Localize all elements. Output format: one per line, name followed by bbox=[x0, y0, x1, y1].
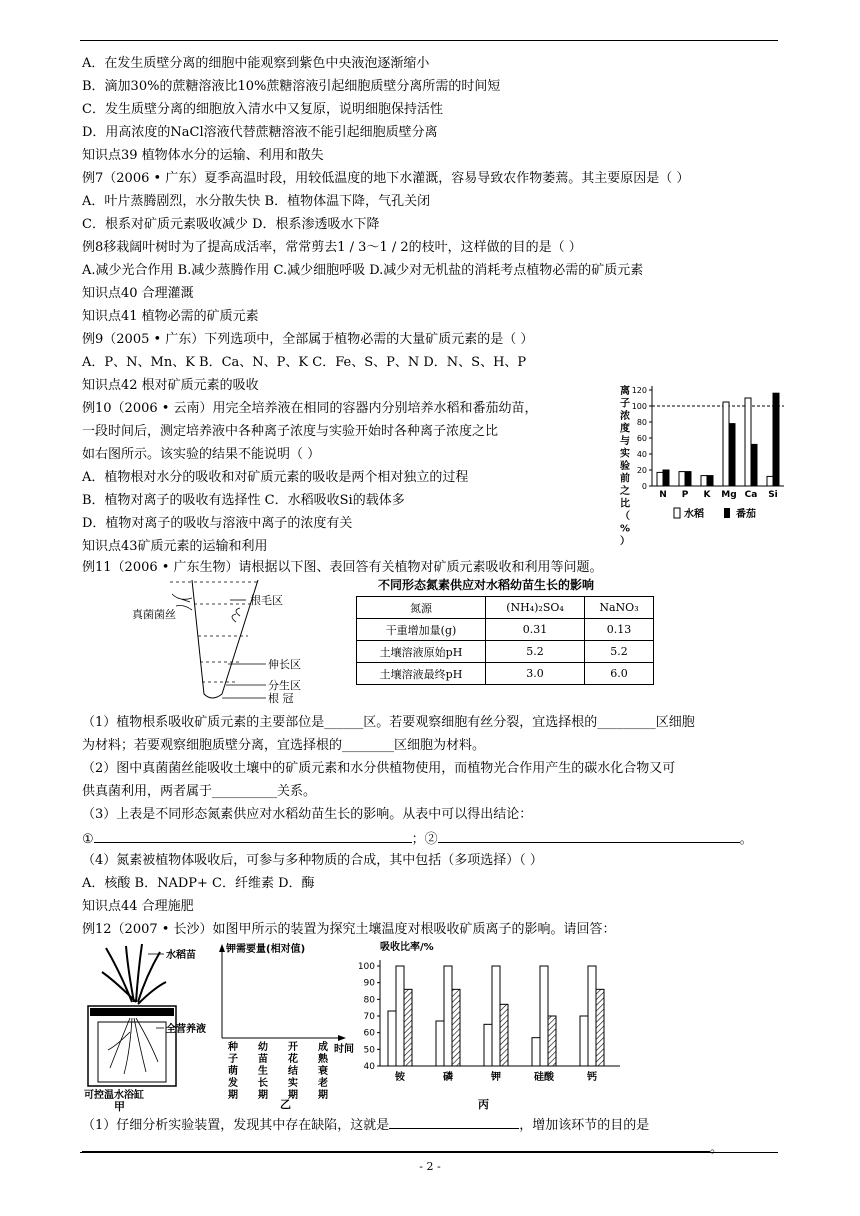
abs-bar bbox=[452, 989, 460, 1066]
k-category-char: 萌 bbox=[228, 1066, 238, 1077]
k-category-char: 结 bbox=[288, 1066, 298, 1077]
text-line-l11: 知识点40 合理灌溉 bbox=[82, 286, 194, 301]
ion-bar-rice bbox=[701, 476, 707, 486]
label-root-hair-zone: 根毛区 bbox=[250, 594, 283, 607]
ion-category-label: Mg bbox=[721, 490, 737, 500]
ion-bar-tomato bbox=[685, 472, 691, 486]
ion-ylabel-char: ） bbox=[620, 536, 630, 547]
q12-part1-continued bbox=[82, 1139, 723, 1157]
table-cell: 土壤溶液最终pH bbox=[357, 663, 486, 685]
label-nutrient-solution: 全营养液 bbox=[166, 1024, 206, 1035]
table-cell: 0.13 bbox=[585, 619, 654, 641]
ion-y-tick-label: 0 bbox=[641, 482, 647, 491]
ion-ylabel-char: 实 bbox=[620, 448, 630, 460]
text-line-l10: A.减少光合作用 B.减少蒸腾作用 C.减少细胞呼吸 D.减少对无机盐的消耗考点植物必需的矿质元素 bbox=[82, 263, 644, 278]
answer-blank-3[interactable] bbox=[389, 1116, 519, 1129]
k-category-char: 花 bbox=[288, 1054, 298, 1065]
ion-ylabel-char: 之 bbox=[620, 486, 630, 497]
k-category-char: 实 bbox=[288, 1078, 298, 1089]
header-rule bbox=[80, 40, 778, 41]
label-water-bath: 可控温水浴缸 bbox=[84, 1090, 144, 1101]
abs-bar bbox=[484, 1024, 492, 1066]
blank-end: 。 bbox=[739, 832, 753, 847]
table-cell: 干重增加量(g) bbox=[357, 619, 486, 641]
ion-y-tick-label: 80 bbox=[636, 418, 647, 427]
ion-y-tick-label: 100 bbox=[631, 402, 647, 411]
k-category-char: 长 bbox=[258, 1078, 268, 1089]
label-root-cap: 根 冠 bbox=[268, 692, 294, 705]
table-title: 不同形态氮素供应对水稻幼苗生长的影响 bbox=[378, 578, 595, 592]
text-line-l22: 知识点43矿质元素的运输和利用 bbox=[82, 539, 268, 554]
legend-rice-label: 水稻 bbox=[684, 509, 704, 520]
text-line-l15: 知识点42 根对矿质元素的吸收 bbox=[82, 378, 259, 393]
text-line-l26: 为材料；若要观察细胞质壁分离，宜选择根的________区细胞为材料。 bbox=[82, 738, 486, 753]
text-line-l3: C．发生质壁分离的细胞放入清水中又复原，说明细胞保持活性 bbox=[82, 102, 443, 117]
ion-ylabel-char: 验 bbox=[620, 461, 630, 472]
abs-bar bbox=[444, 966, 452, 1066]
text-line-l21: D．植物对离子的吸收与溶液中离子的浓度有关 bbox=[82, 516, 353, 531]
ion-y-tick-label: 120 bbox=[631, 386, 647, 395]
blank-label-1: ① bbox=[82, 832, 94, 847]
text-line-l12: 知识点41 植物必需的矿质元素 bbox=[82, 309, 259, 324]
ion-ylabel-char: % bbox=[620, 523, 631, 535]
caption-jia: 甲 bbox=[114, 1100, 125, 1113]
k-category-char: 衰 bbox=[318, 1066, 328, 1077]
abs-bar bbox=[436, 1021, 444, 1066]
abs-category-label: 钙 bbox=[587, 1072, 597, 1083]
abs-category-label: 磷 bbox=[443, 1072, 453, 1083]
abs-category-label: 钾 bbox=[491, 1072, 501, 1083]
k-x-arrow bbox=[338, 1035, 346, 1041]
ion-category-label: K bbox=[703, 490, 711, 500]
text-line-l27: （2）图中真菌菌丝能吸收土壤中的矿质元素和水分供植物使用，而植物光合作用产生的碳水化合物又可 bbox=[82, 761, 676, 776]
abs-bar bbox=[492, 966, 500, 1066]
table-cell: 土壤溶液原始pH bbox=[357, 641, 486, 663]
label-meristem-zone: 分生区 bbox=[268, 679, 301, 692]
k-category-char: 子 bbox=[228, 1054, 238, 1065]
text-line-l5: 知识点39 植物体水分的运输、利用和散失 bbox=[82, 148, 324, 163]
abs-category-label: 硅酸 bbox=[534, 1072, 554, 1083]
k-category-char: 发 bbox=[228, 1078, 238, 1089]
q11-part3-answers bbox=[82, 830, 753, 848]
abs-bar bbox=[532, 1038, 540, 1066]
abs-bar bbox=[580, 1016, 588, 1066]
text-line-l19: A．植物根对水分的吸收和对矿质元素的吸收是两个相对独立的过程 bbox=[82, 470, 469, 485]
k-category-char: 老 bbox=[318, 1078, 328, 1089]
nitrogen-table bbox=[356, 596, 654, 685]
k-category-char: 开 bbox=[288, 1042, 298, 1053]
q12-part1-text-b: ，增加该环节的目的是 bbox=[519, 1118, 650, 1133]
table-header-cell: (NH₄)₂SO₄ bbox=[486, 597, 585, 619]
text-line-l18: 如右图所示。该实验的结果不能说明（ ） bbox=[82, 447, 321, 462]
absorption-rate-chart bbox=[352, 938, 628, 1112]
ion-bar-tomato bbox=[729, 424, 735, 486]
abs-y-tick-label: 40 bbox=[363, 1062, 375, 1072]
q12-end: 。 bbox=[710, 1141, 724, 1156]
table-row bbox=[357, 619, 654, 641]
text-line-l1: A．在发生质壁分离的细胞中能观察到紫色中央液泡逐渐缩小 bbox=[82, 56, 430, 71]
ion-bar-tomato bbox=[663, 470, 669, 486]
ion-ylabel-char: 度 bbox=[620, 423, 630, 435]
ion-ratio-chart bbox=[612, 380, 794, 547]
abs-y-tick-label: 60 bbox=[363, 1028, 375, 1039]
answer-blank-4[interactable] bbox=[82, 1139, 710, 1152]
k-category-char: 苗 bbox=[258, 1054, 268, 1065]
q12-part1 bbox=[82, 1116, 649, 1134]
legend-rice-swatch bbox=[674, 508, 680, 518]
table-header-row bbox=[357, 597, 654, 619]
table-row bbox=[357, 663, 654, 685]
text-line-l13: 例9（2005 • 广东）下列选项中，全部属于植物必需的大量矿质元素的是（ ） bbox=[82, 332, 534, 347]
table-cell: 3.0 bbox=[486, 663, 585, 685]
text-line-l7: A．叶片蒸腾剧烈，水分散失快 B．植物体温下降，气孔关闭 bbox=[82, 194, 431, 209]
apparatus-diagram bbox=[80, 942, 220, 1104]
ion-ylabel-char: 浓 bbox=[620, 411, 630, 422]
abs-y-tick-label: 100 bbox=[357, 962, 375, 972]
potassium-need-chart bbox=[208, 938, 362, 1112]
table-cell: 0.31 bbox=[486, 619, 585, 641]
q12-part1-text-a: （1）仔细分析实验装置，发现其中存在缺陷，这就是 bbox=[82, 1118, 390, 1133]
k-category-char: 期 bbox=[228, 1090, 238, 1101]
k-xlabel: 时间 bbox=[334, 1044, 354, 1055]
abs-y-tick-label: 70 bbox=[363, 1012, 375, 1022]
ion-ylabel-char: 比 bbox=[620, 498, 630, 510]
ion-bar-rice bbox=[767, 476, 773, 486]
text-line-l9: 例8移栽阔叶树时为了提高成活率，常常剪去1 / 3～1 / 2的枝叶，这样做的目的是（ ） bbox=[82, 240, 582, 255]
k-y-arrow bbox=[219, 944, 225, 952]
answer-blank-2[interactable] bbox=[438, 830, 740, 843]
abs-bar bbox=[396, 966, 404, 1066]
abs-bar bbox=[588, 966, 596, 1066]
page-number: - 2 - bbox=[419, 1160, 441, 1173]
text-line-l16: 例10（2006 • 云南）用完全培养液在相同的容器内分别培养水稻和番茄幼苗， bbox=[82, 401, 538, 416]
label-rice-seedling: 水稻苗 bbox=[166, 950, 196, 961]
text-line-l31: （4）氮素被植物体吸收后，可参与多种物质的合成，其中包括（多项选择）（ ） bbox=[82, 853, 543, 868]
abs-y-tick-label: 80 bbox=[363, 995, 375, 1006]
k-ylabel: 钾需要量(相对值) bbox=[226, 944, 306, 955]
text-line-l6: 例7（2006 • 广东）夏季高温时段，用较低温度的地下水灌溉，容易导致农作物萎蔫。其主要原因是（ ） bbox=[82, 171, 690, 186]
ion-y-tick-label: 20 bbox=[636, 466, 647, 475]
abs-bar bbox=[404, 989, 412, 1066]
k-category-char: 期 bbox=[258, 1090, 268, 1101]
abs-bar bbox=[388, 1011, 396, 1066]
text-line-l2: B．滴加30%的蔗糖溶液比10%蔗糖溶液引起细胞质壁分离所需的时间短 bbox=[82, 79, 501, 94]
abs-bar bbox=[540, 966, 548, 1066]
ion-ylabel-char: 离 bbox=[620, 386, 630, 397]
abs-bar bbox=[548, 1016, 556, 1066]
label-elongation-zone: 伸长区 bbox=[268, 658, 301, 671]
k-category-char: 成 bbox=[318, 1042, 328, 1053]
table-header-cell: NaNO₃ bbox=[585, 597, 654, 619]
abs-y-tick-label: 90 bbox=[363, 978, 375, 989]
legend-tomato-swatch bbox=[724, 508, 730, 518]
ion-ylabel-char: （ bbox=[620, 511, 630, 522]
text-line-l17: 一段时间后，测定培养液中各种离子浓度与实验开始时各种离子浓度之比 bbox=[82, 424, 499, 439]
caption-bing: 丙 bbox=[478, 1098, 489, 1111]
text-line-l33: 知识点44 合理施肥 bbox=[82, 899, 194, 914]
legend-tomato-label: 番茄 bbox=[736, 509, 756, 520]
abs-y-tick-label: 50 bbox=[363, 1045, 375, 1056]
ion-bar-rice bbox=[657, 472, 663, 486]
text-line-l29: （3）上表是不同形态氮素供应对水稻幼苗生长的影响。从表中可以得出结论： bbox=[82, 807, 533, 822]
ion-bar-rice bbox=[723, 402, 729, 486]
ion-ylabel-char: 前 bbox=[620, 473, 630, 485]
text-line-l20: B．植物对离子的吸收有选择性 C．水稻吸收Si的载体多 bbox=[82, 493, 405, 508]
ion-category-label: N bbox=[659, 490, 667, 500]
ion-category-label: Si bbox=[768, 490, 778, 500]
k-category-char: 生 bbox=[258, 1066, 268, 1077]
label-fungal-hyphae: 真菌菌丝 bbox=[132, 608, 176, 621]
ion-bar-rice bbox=[745, 398, 751, 486]
k-category-char: 种 bbox=[228, 1042, 238, 1053]
abs-category-label: 铵 bbox=[395, 1072, 405, 1083]
ion-bar-tomato bbox=[773, 393, 779, 486]
k-category-char: 熟 bbox=[318, 1054, 328, 1065]
root-diagram bbox=[132, 574, 312, 712]
blank-label-2: ；② bbox=[411, 832, 438, 847]
ion-category-label: P bbox=[681, 490, 689, 500]
text-line-l8: C．根系对矿质元素吸收减少 D．根系渗透吸水下降 bbox=[82, 217, 380, 232]
k-category-char: 幼 bbox=[258, 1042, 268, 1053]
table-cell: 5.2 bbox=[585, 641, 654, 663]
caption-yi: 乙 bbox=[280, 1098, 291, 1111]
table-cell: 6.0 bbox=[585, 663, 654, 685]
ion-bar-tomato bbox=[751, 444, 757, 486]
k-category-char: 期 bbox=[288, 1090, 298, 1101]
table-cell: 5.2 bbox=[486, 641, 585, 663]
abs-bar bbox=[596, 989, 604, 1066]
ion-y-tick-label: 60 bbox=[636, 434, 647, 443]
ion-y-tick-label: 40 bbox=[636, 450, 647, 459]
ion-bar-tomato bbox=[707, 476, 713, 486]
abs-bar bbox=[500, 1004, 508, 1066]
text-line-l28: 供真菌利用，两者属于__________关系。 bbox=[82, 784, 317, 799]
text-line-l23: 例11（2006 • 广东生物）请根据以下图、表回答有关植物对矿质元素吸收和利用等问题。 bbox=[82, 560, 603, 575]
text-line-l14: A．P、N、Mn、K B．Ca、N、P、K C．Fe、S、P、N D．N、S、H、P bbox=[82, 355, 527, 370]
table-header-cell: 氮源 bbox=[357, 597, 486, 619]
footer-rule bbox=[80, 1152, 778, 1153]
text-line-l4: D．用高浓度的NaCl溶液代替蔗糖溶液不能引起细胞质壁分离 bbox=[82, 125, 438, 140]
q11-part1: （1）植物根系吸收矿质元素的主要部位是______区。若要观察细胞有丝分裂，宜选择根的_________区细胞 bbox=[82, 715, 695, 730]
answer-blank-1[interactable] bbox=[94, 830, 412, 843]
abs-ylabel: 吸收比率/% bbox=[380, 942, 434, 953]
ion-bar-rice bbox=[679, 472, 685, 486]
text-line-l32: A．核酸 B．NADP+ C．纤维素 D．酶 bbox=[82, 876, 315, 891]
k-category-char: 期 bbox=[318, 1090, 328, 1101]
text-line-l34: 例12（2007 • 长沙）如图甲所示的装置为探究土壤温度对根吸收矿质离子的影响。请回答： bbox=[82, 922, 616, 937]
table-row bbox=[357, 641, 654, 663]
ion-ylabel-char: 子 bbox=[620, 398, 630, 410]
ion-category-label: Ca bbox=[744, 490, 758, 500]
ion-ylabel-char: 与 bbox=[620, 436, 630, 447]
